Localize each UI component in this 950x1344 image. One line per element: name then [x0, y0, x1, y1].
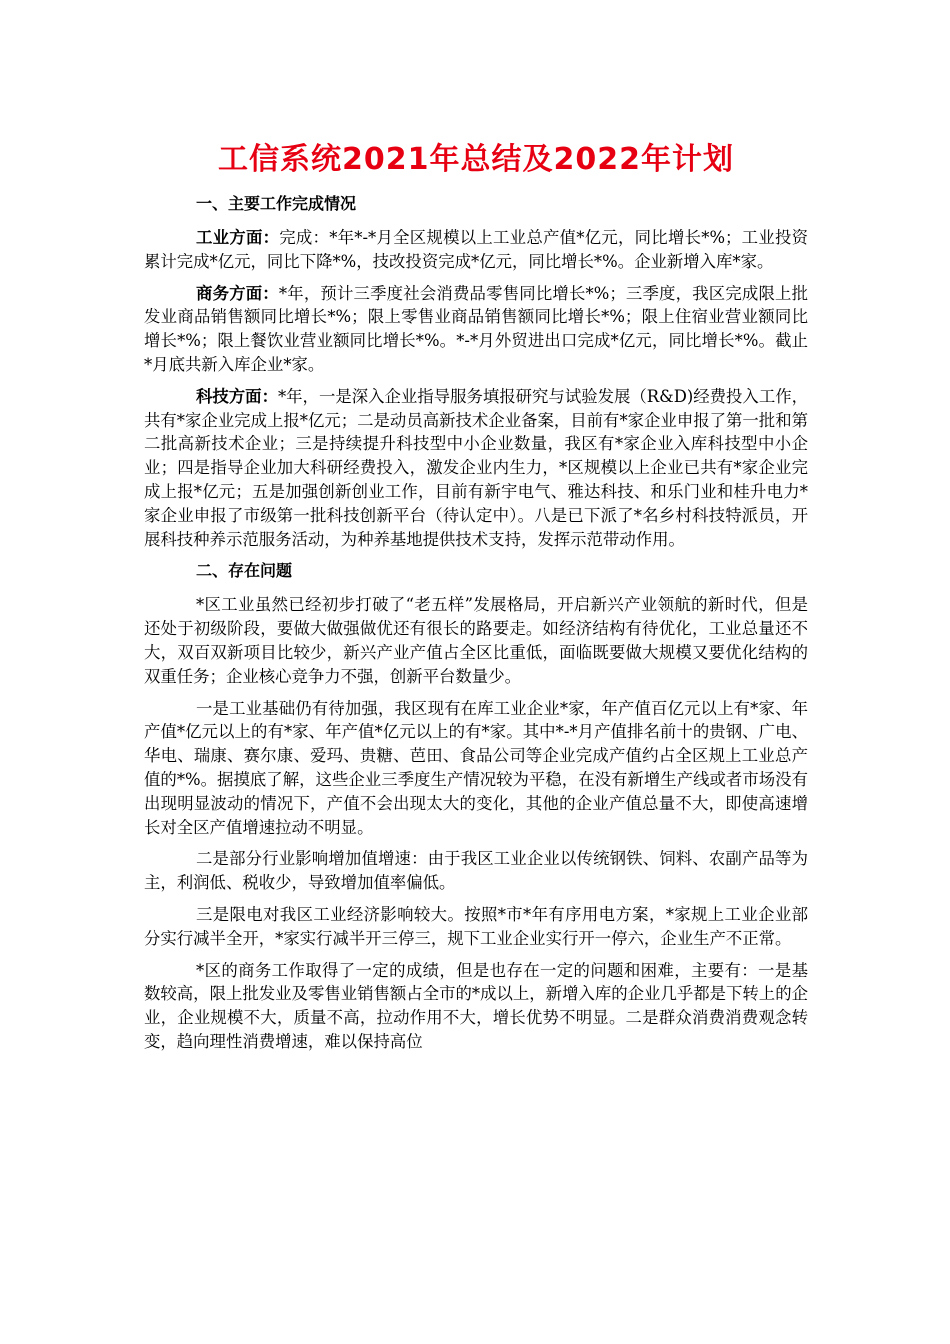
paragraph-problems-overview: *区工业虽然已经初步打破了“老五样”发展格局，开启新兴产业领航的新时代，但是还处于初级阶段，要做大做强做优还有很长的路要走。如经济结构有待优化，工业总量还不大，双百双新项目比较少，新兴产业产值占全区比重低，面临既要做大规模又要优化结构的双重任务；企业核心竞争力不强，创新平台数量少。 [144, 595, 808, 686]
paragraph-lead: 工业方面： [196, 228, 280, 247]
paragraph-text: 完成：*年*-*月全区规模以上工业总产值*亿元，同比增长*%；工业投资累计完成*亿元，同比下降*%，技改投资完成*亿元，同比增长*%。企业新增入库*家。 [144, 228, 809, 271]
paragraph-commerce [144, 282, 808, 377]
paragraph-commerce-problems: *区的商务工作取得了一定的成绩，但是也存在一定的问题和困难，主要有：一是基数较高，限上批发业及零售业销售额占全市的*成以上，新增入库的企业几乎都是下转上的企业，企业规模不大，质量不高，拉动作用不大，增长优势不明显。二是群众消费消费观念转变，趋向理性消费增速，难以保持高位 [144, 960, 808, 1051]
paragraph-industry [144, 226, 808, 274]
section-heading-problems: 二、存在问题 [196, 561, 293, 581]
paragraph-problem-two: 二是部分行业影响增加值增速：由于我区工业企业以传统钢铁、饲料、农副产品等为主，利润低、税收少，导致增加值率偏低。 [144, 849, 808, 893]
paragraph-lead: 商务方面： [196, 283, 279, 303]
paragraph-text: *年，一是深入企业指导服务填报研究与试验发展（R&D)经费投入工作，共有*家企业完成上报*亿元；二是动员高新技术企业备案，目前有*家企业申报了第一批和第二批高新技术企业；三是持续提升科技型中小企业数量，我区有*家企业入库科技型中小企业；四是指导企业加大科研经费投入，激发企业内生力，*区规模以上企业已共有*家企业完成上报*亿元；五是加强创新创业工作，目前有新宇电气、雅达科技、和乐门业和桂升电力*家企业申报了市级第一批科技创新平台（待认定中）。八是已下派了*名乡村科技特派员，开展科技种养示范服务活动，为种养基地提供技术支持，发挥示范带动作用。 [144, 386, 808, 549]
paragraph-tech [144, 385, 808, 552]
section-heading-main-work: 一、主要工作完成情况 [196, 194, 357, 213]
paragraph-text: *年，预计三季度社会消费品零售同比增长*%；三季度，我区完成限上批发业商品销售额同比增长*%；限上零售业商品销售额同比增长*%；限上住宿业营业额同比增长*%；限上餐饮业营业额同比增长*%。*-*月外贸进出口完成*亿元，同比增长*%。截止*月底共新入库企业*家。 [144, 283, 809, 374]
paragraph-lead: 科技方面： [196, 386, 278, 406]
document-title: 工信系统2021年总结及2022年计划 [218, 142, 734, 177]
paragraph-problem-one: 一是工业基础仍有待加强，我区现有在库工业企业*家，年产值百亿元以上有*家、年产值*亿元以上的有*家、年产值*亿元以上的有*家。其中*-*月产值排名前十的贵钢、广电、华电、瑞康、赛尔康、爱玛、贵糖、芭田、食品公司等企业完成产值约占全区规上工业总产值的*%。据摸底了解，这些企业三季度生产情况较为平稳，在没有新增生产线或者市场没有出现明显波动的情况下，产值不会出现太大的变化，其他的企业产值总量不大，即使高速增长对全区产值增速拉动不明显。 [144, 698, 808, 837]
paragraph-problem-three: 三是限电对我区工业经济影响较大。按照*市*年有序用电方案，*家规上工业企业部分实行减半全开，*家实行减半开三停三，规下工业企业实行开一停六，企业生产不正常。 [144, 904, 808, 948]
